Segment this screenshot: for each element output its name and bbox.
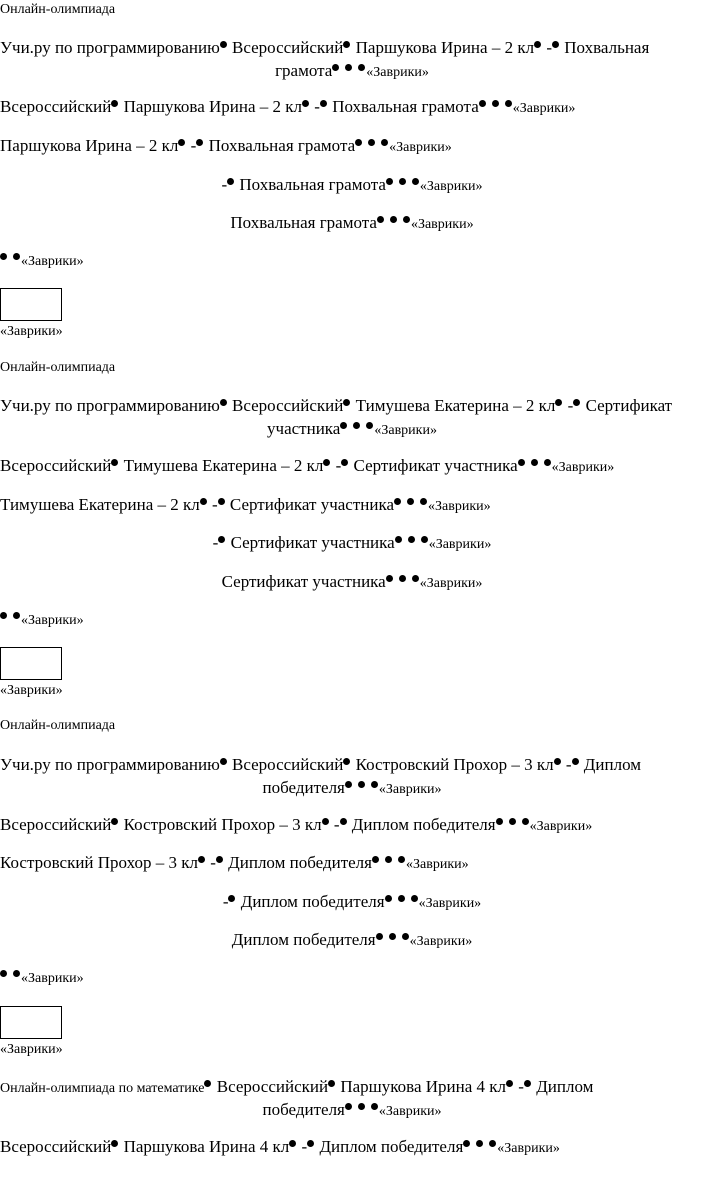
bullet-icon	[376, 933, 383, 940]
bullet-icon	[534, 41, 541, 48]
bullet-icon	[0, 253, 7, 260]
award-line	[0, 213, 704, 233]
bullet-icon	[220, 41, 227, 48]
award-line	[0, 930, 704, 950]
bullet-icon	[492, 100, 499, 107]
bullet-icon	[522, 818, 529, 825]
bullet-icon	[341, 459, 348, 466]
bullet-icon	[390, 216, 397, 223]
caption: «Заврики»	[0, 1042, 63, 1057]
text-segment: Сертификат участника	[226, 533, 395, 552]
bullet-icon	[496, 818, 503, 825]
bullet-icon	[403, 216, 410, 223]
text-segment: Костровский Прохор – 3 кл	[351, 755, 554, 774]
bullet-icon	[366, 422, 373, 429]
bullet-icon	[111, 100, 118, 107]
bullet-icon	[386, 178, 393, 185]
bullet-icon	[385, 895, 392, 902]
text-segment: Всероссийский	[0, 456, 112, 475]
bullet-icon	[227, 178, 234, 185]
text-segment: «Заврики»	[410, 217, 474, 232]
caption: «Заврики»	[0, 324, 63, 339]
text-segment: «Заврики»	[374, 423, 437, 438]
text-segment: Всероссийский	[0, 1137, 112, 1156]
bullet-icon	[198, 856, 205, 863]
bullet-icon	[204, 1080, 211, 1087]
text-segment: «Заврики»	[419, 576, 483, 591]
bullet-icon	[381, 139, 388, 146]
award-line	[0, 1137, 560, 1157]
bullet-icon	[463, 1140, 470, 1147]
text-segment: «Заврики»	[419, 179, 483, 194]
text-segment: «Заврики»	[389, 140, 452, 155]
text-segment: «Заврики»	[497, 1141, 560, 1156]
text-segment: «Заврики»	[21, 254, 84, 269]
caption: «Заврики»	[0, 683, 63, 698]
text-segment: -	[563, 396, 574, 415]
bullet-icon	[343, 41, 350, 48]
text-segment: Диплом победителя	[347, 815, 496, 834]
text-segment: Паршукова Ирина – 2 кл	[0, 136, 179, 155]
bullet-icon	[421, 536, 428, 543]
section-header: Онлайн-олимпиада	[0, 360, 116, 375]
text-segment: Всероссийский	[227, 38, 344, 57]
bullet-icon	[420, 498, 427, 505]
bullet-icon	[531, 459, 538, 466]
text-segment: Всероссийский	[212, 1077, 329, 1096]
text-segment: Учи.ру по программированию	[0, 38, 220, 57]
bullet-icon	[377, 216, 384, 223]
text-segment: -	[297, 1137, 308, 1156]
bullet-icon	[371, 781, 378, 788]
bullet-icon	[345, 1103, 352, 1110]
bullet-icon	[398, 895, 405, 902]
bullet-icon	[412, 178, 419, 185]
text-segment: «Заврики»	[378, 782, 442, 797]
award-line	[0, 253, 84, 270]
text-segment: «Заврики»	[428, 537, 492, 552]
bullet-icon	[395, 536, 402, 543]
bullet-icon	[343, 399, 350, 406]
bullet-icon	[399, 575, 406, 582]
bullet-icon	[398, 856, 405, 863]
text-segment: Похвальная грамота	[327, 97, 479, 116]
bullet-icon	[323, 459, 330, 466]
bullet-icon	[506, 1080, 513, 1087]
text-segment: Диплом победителя	[315, 1137, 464, 1156]
bullet-icon	[13, 253, 20, 260]
bullet-icon	[554, 758, 561, 765]
bullet-icon	[555, 399, 562, 406]
bullet-icon	[220, 399, 227, 406]
text-segment: -	[542, 38, 552, 57]
bullet-icon	[216, 856, 223, 863]
text-segment: Диплом победителя	[223, 853, 372, 872]
text-segment: «Заврики»	[378, 1104, 442, 1119]
bullet-icon	[402, 933, 409, 940]
text-segment: Диплом	[579, 755, 642, 774]
bullet-icon	[196, 139, 203, 146]
bullet-icon	[0, 612, 7, 619]
text-segment: «Заврики»	[428, 499, 491, 514]
award-line	[0, 97, 575, 117]
text-segment: Костровский Прохор – 3 кл	[119, 815, 322, 834]
text-segment: Паршукова Ирина 4 кл	[336, 1077, 507, 1096]
text-segment: Похвальная	[559, 38, 650, 57]
bullet-icon	[358, 781, 365, 788]
bullet-icon	[345, 64, 352, 71]
bullet-icon	[289, 1140, 296, 1147]
text-segment: «Заврики»	[512, 101, 576, 116]
bullet-icon	[220, 758, 227, 765]
text-segment: победителя	[262, 778, 345, 797]
bullet-icon	[322, 818, 329, 825]
bullet-icon	[412, 575, 419, 582]
text-segment: Сертификат	[581, 396, 673, 415]
bullet-icon	[0, 970, 7, 977]
section-header: Онлайн-олимпиада	[0, 718, 116, 733]
bullet-icon	[111, 459, 118, 466]
bullet-icon	[345, 781, 352, 788]
bullet-icon	[355, 139, 362, 146]
bullet-icon	[399, 178, 406, 185]
text-segment: Паршукова Ирина 4 кл	[119, 1137, 290, 1156]
bullet-icon	[218, 498, 225, 505]
bullet-icon	[368, 139, 375, 146]
award-line	[0, 533, 704, 553]
award-line	[0, 495, 491, 515]
bullet-icon	[111, 1140, 118, 1147]
text-segment: -	[561, 755, 572, 774]
text-segment: Тимушева Екатерина – 2 кл	[351, 396, 556, 415]
bullet-icon	[111, 818, 118, 825]
bullet-icon	[358, 64, 365, 71]
text-segment: участника	[267, 419, 341, 438]
text-segment: -	[222, 892, 229, 911]
bullet-icon	[524, 1080, 531, 1087]
text-segment: «Заврики»	[21, 971, 84, 986]
text-segment: -	[310, 97, 320, 116]
award-line	[0, 970, 84, 987]
text-segment: Паршукова Ирина – 2 кл	[119, 97, 303, 116]
text-segment: Похвальная грамота	[230, 213, 377, 232]
bullet-icon	[307, 1140, 314, 1147]
image-placeholder	[0, 1006, 62, 1039]
bullet-icon	[572, 758, 579, 765]
text-segment: Похвальная грамота	[235, 175, 386, 194]
bullet-icon	[505, 100, 512, 107]
text-segment: «Заврики»	[366, 65, 429, 80]
bullet-icon	[544, 459, 551, 466]
bullet-icon	[573, 399, 580, 406]
award-line	[0, 456, 614, 476]
text-segment: -	[329, 815, 340, 834]
text-segment: -	[207, 495, 218, 514]
award-line	[0, 815, 592, 835]
award-line	[0, 612, 84, 629]
bullet-icon	[178, 139, 185, 146]
text-segment: Диплом победителя	[236, 892, 385, 911]
award-line	[0, 175, 704, 195]
bullet-icon	[552, 41, 559, 48]
image-placeholder	[0, 288, 62, 321]
bullet-icon	[509, 818, 516, 825]
text-segment: Похвальная грамота	[204, 136, 356, 155]
bullet-icon	[408, 536, 415, 543]
text-segment: Всероссийский	[0, 97, 112, 116]
bullet-icon	[407, 498, 414, 505]
bullet-icon	[411, 895, 418, 902]
bullet-icon	[332, 64, 339, 71]
section-header: Онлайн-олимпиада	[0, 2, 116, 17]
text-segment: Диплом	[531, 1077, 594, 1096]
bullet-icon	[320, 100, 327, 107]
text-segment: -	[514, 1077, 524, 1096]
bullet-icon	[386, 575, 393, 582]
text-segment: Учи.ру по программированию	[0, 396, 220, 415]
text-segment: Онлайн-олимпиада по математике	[0, 1081, 205, 1096]
bullet-icon	[476, 1140, 483, 1147]
bullet-icon	[340, 422, 347, 429]
bullet-icon	[489, 1140, 496, 1147]
bullet-icon	[372, 856, 379, 863]
bullet-icon	[218, 536, 225, 543]
text-segment: Сертификат участника	[349, 456, 518, 475]
award-line	[0, 572, 704, 592]
text-segment: Диплом победителя	[231, 930, 376, 949]
text-segment: Паршукова Ирина – 2 кл	[351, 38, 535, 57]
text-segment: Костровский Прохор – 3 кл	[0, 853, 198, 872]
text-segment: «Заврики»	[21, 613, 84, 628]
image-placeholder	[0, 647, 62, 680]
bullet-icon	[371, 1103, 378, 1110]
text-segment: Всероссийский	[227, 396, 344, 415]
bullet-icon	[13, 612, 20, 619]
bullet-icon	[389, 933, 396, 940]
text-segment: Всероссийский	[0, 815, 112, 834]
text-segment: Тимушева Екатерина – 2 кл	[0, 495, 200, 514]
text-segment: Всероссийский	[227, 755, 344, 774]
text-segment: -	[212, 533, 219, 552]
bullet-icon	[302, 100, 309, 107]
text-segment: Сертификат участника	[225, 495, 395, 514]
bullet-icon	[13, 970, 20, 977]
text-segment: -	[205, 853, 216, 872]
text-segment: Тимушева Екатерина – 2 кл	[119, 456, 324, 475]
bullet-icon	[200, 498, 207, 505]
award-line	[0, 853, 469, 873]
text-segment: Сертификат участника	[221, 572, 386, 591]
bullet-icon	[518, 459, 525, 466]
award-line	[0, 892, 704, 912]
bullet-icon	[353, 422, 360, 429]
bullet-icon	[343, 758, 350, 765]
text-segment: «Заврики»	[551, 460, 615, 475]
text-segment: Учи.ру по программированию	[0, 755, 220, 774]
bullet-icon	[328, 1080, 335, 1087]
text-segment: грамота	[275, 61, 333, 80]
bullet-icon	[385, 856, 392, 863]
bullet-icon	[358, 1103, 365, 1110]
bullet-icon	[228, 895, 235, 902]
text-segment: «Заврики»	[529, 819, 593, 834]
text-segment: победителя	[262, 1100, 345, 1119]
bullet-icon	[394, 498, 401, 505]
text-segment: -	[221, 175, 228, 194]
bullet-icon	[340, 818, 347, 825]
award-line	[0, 136, 452, 156]
text-segment: -	[331, 456, 342, 475]
bullet-icon	[479, 100, 486, 107]
text-segment: «Заврики»	[409, 934, 473, 949]
text-segment: -	[186, 136, 197, 155]
text-segment: «Заврики»	[418, 896, 482, 911]
text-segment: «Заврики»	[405, 857, 469, 872]
